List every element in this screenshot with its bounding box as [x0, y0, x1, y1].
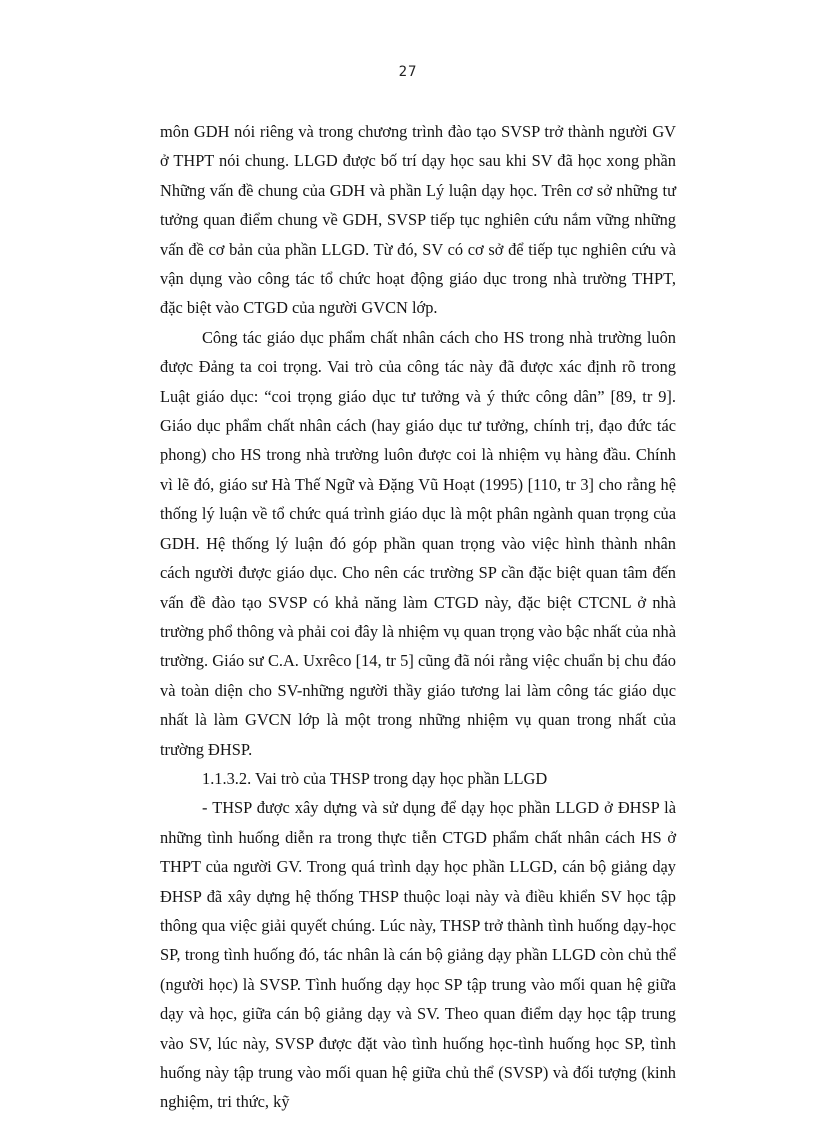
page-body: [160, 117, 676, 1117]
section-heading-1-1-3-2: 1.1.3.2. Vai trò của THSP trong dạy học phần LLGD: [202, 768, 548, 788]
page-number: 27: [398, 64, 418, 80]
paragraph-thsp-role: - THSP được xây dựng và sử dụng để dạy học phần LLGD ở ĐHSP là những tình huống diễn ra trong thực tiễn CTGD phẩm chất nhân cách HS ở THPT của người GV. Trong quá trình dạy học phần LLGD, cán bộ giảng dạy ĐHSP đã xây dựng hệ thống THSP thuộc loại này và điều khiển SV học tập thông qua việc giải quyết chúng. Lúc này, THSP trở thành tình huống dạy-học SP, trong tình huống đó, tác nhân là cán bộ giảng dạy phần LLGD còn chủ thể (người học) là SVSP. Tình huống dạy học SP tập trung vào mối quan hệ giữa dạy và học, giữa cán bộ giảng dạy và SV. Theo quan điểm dạy học tập trung vào SV, lúc này, SVSP được đặt vào tình huống học-tình huống học SP, tình huống này tập trung vào mối quan hệ giữa chủ thể (SVSP) và đối tượng (kinh nghiệm, tri thức, kỹ: [160, 798, 676, 1112]
paragraph-moral-education: Công tác giáo dục phẩm chất nhân cách cho HS trong nhà trường luôn được Đảng ta coi trọng. Vai trò của công tác này đã được xác định rõ trong Luật giáo dục: “coi trọng giáo dục tư tưởng và ý thức công dân” [89, tr 9]. Giáo dục phẩm chất nhân cách (hay giáo dục tư tưởng, chính trị, đạo đức tác phong) cho HS trong nhà trường luôn được coi là nhiệm vụ hàng đầu. Chính vì lẽ đó, giáo sư Hà Thế Ngữ và Đặng Vũ Hoạt (1995) [110, tr 3] cho rằng hệ thống lý luận về tổ chức quá trình giáo dục là một phân ngành quan trọng của GDH. Hệ thống lý luận đó góp phần quan trọng vào việc hình thành nhân cách người được giáo dục. Cho nên các trường SP cần đặc biệt quan tâm đến vấn đề đào tạo SVSP có khả năng làm CTGD này, đặc biệt CTCNL ở nhà trường phổ thông và phải coi đây là nhiệm vụ quan trọng vào bậc nhất của nhà trường. Giáo sư C.A. Uxrêco [14, tr 5] cũng đã nói rằng việc chuẩn bị chu đáo và toàn diện cho SV-những người thầy giáo tương lai làm công tác giáo dục nhất là làm GVCN lớp là một trong những nhiệm vụ quan trong nhất của trường ĐHSP.: [160, 327, 676, 759]
paragraph-continuation: môn GDH nói riêng và trong chương trình đào tạo SVSP trở thành người GV ở THPT nói chung. LLGD được bố trí dạy học sau khi SV đã học xong phần Những vấn đề chung của GDH và phần Lý luận dạy học. Trên cơ sở những tư tưởng quan điểm chung về GDH, SVSP tiếp tục nghiên cứu nắm vững những vấn đề cơ bản của phần LLGD. Từ đó, SV có cơ sở để tiếp tục nghiên cứu và vận dụng vào công tác tổ chức hoạt động giáo dục trong nhà trường THPT, đặc biệt vào CTGD của người GVCN lớp.: [160, 122, 676, 318]
